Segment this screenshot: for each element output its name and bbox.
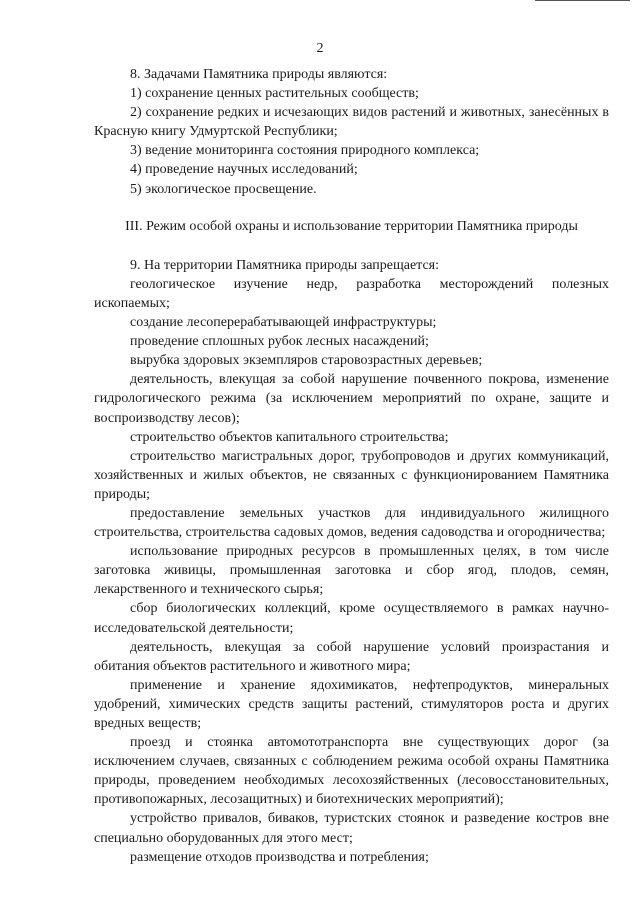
section-8-item-3: 3) ведение мониторинга состояния природного комплекса; xyxy=(130,143,480,159)
prohibition-item: деятельность, влекущая за собой нарушение условий произрастания и обитания объектов растительного и животного мира; xyxy=(94,639,609,674)
prohibition-item: использование природных ресурсов в промышленных целях, в том числе заготовка живицы, промышленная заготовка и сбор ягод, плодов, семян, лекарственного и технического сырья; xyxy=(94,544,609,598)
prohibition-item: геологическое изучение недр, разработка месторождений полезных ископаемых; xyxy=(94,276,609,311)
section-8-item-2: 2) сохранение редких и исчезающих видов растений и животных, занесённых в Красную книгу Удмуртской Республики; xyxy=(94,105,609,140)
prohibition-item: создание лесоперерабатывающей инфраструктуры; xyxy=(130,315,437,331)
prohibition-item: размещение отходов производства и потребления; xyxy=(130,849,429,865)
section-3-heading: III. Режим особой охраны и использование территории Памятника природы xyxy=(125,218,578,234)
section-8-item-5: 5) экологическое просвещение. xyxy=(130,181,317,197)
prohibition-item: вырубка здоровых экземпляров старовозрастных деревьев; xyxy=(130,353,483,369)
section-8-intro: 8. Задачами Памятника природы являются: xyxy=(130,67,388,82)
prohibition-item: деятельность, влекущая за собой нарушение почвенного покрова, изменение гидрологического режима (за исключением мероприятий по охране, защите и воспроизводству лесов); xyxy=(94,372,609,426)
top-rule xyxy=(535,0,630,1)
prohibition-item: строительство магистральных дорог, трубопроводов и других коммуникаций, хозяйственных и жилых объектов, не связанных с функционированием Памятника природы; xyxy=(94,448,609,502)
prohibition-item: проезд и стоянка автомототранспорта вне существующих дорог (за исключением случаев, связанных с соблюдением режима особой охраны Памятника природы, проведением необходимых лесохозяйственных (лесовосстановительных, противопожарных, лесозащитных) и биотехнических мероприятий); xyxy=(94,735,609,808)
prohibition-item: предоставление земельных участков для индивидуального жилищного строительства, строительства садовых домов, ведения садоводства и огородничества; xyxy=(94,505,609,541)
page-number: 2 xyxy=(316,41,324,56)
prohibition-item: применение и хранение ядохимикатов, нефтепродуктов, минеральных удобрений, химических средств защиты растений, стимуляторов роста и других вредных веществ; xyxy=(94,677,609,731)
section-8-item-4: 4) проведение научных исследований; xyxy=(130,162,358,178)
section-9-intro: 9. На территории Памятника природы запрещается: xyxy=(130,257,440,273)
section-8-item-1: 1) сохранение ценных растительных сообществ; xyxy=(130,86,419,102)
prohibition-item: сбор биологических коллекций, кроме осуществляемого в рамках научно-исследовательской деятельности; xyxy=(94,601,609,636)
prohibition-item: проведение сплошных рубок лесных насаждений; xyxy=(130,334,429,350)
prohibition-item: устройство привалов, биваков, туристских стоянок и разведение костров вне специально оборудованных для этого мест; xyxy=(94,811,609,846)
prohibition-item: строительство объектов капитального строительства; xyxy=(130,429,449,445)
document-body xyxy=(94,65,609,867)
